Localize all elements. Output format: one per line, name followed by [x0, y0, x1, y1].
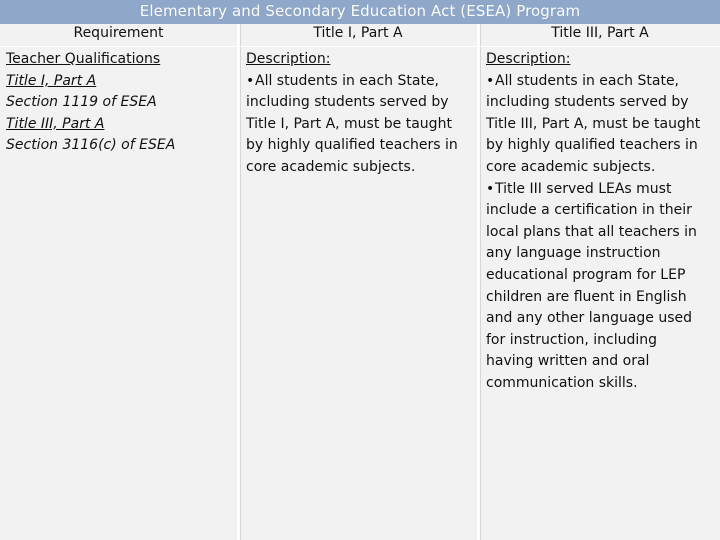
bullet-line: including students served by — [486, 94, 689, 111]
bullet-line: All students in each State, — [255, 72, 440, 89]
description-label: Description: — [486, 51, 571, 67]
citation-link[interactable]: Title III, Part A — [6, 115, 105, 132]
requirement-header: Requirement — [73, 25, 164, 41]
bullet-line: educational program for LEP — [486, 266, 686, 283]
description-label: Description: — [246, 51, 331, 67]
bullet-line: by highly qualified teachers in — [486, 137, 698, 154]
bullet-icon: • — [486, 180, 495, 197]
title1-cell — [246, 49, 472, 179]
bullet-line: having written and oral — [486, 353, 650, 370]
citation-section: Section 3116(c) of ESEA — [6, 137, 176, 154]
bullet-icon: • — [246, 72, 255, 89]
title3-cell — [486, 49, 716, 395]
bullet-line: Title I, Part A, must be taught — [246, 115, 452, 132]
title3-header: Title III, Part A — [551, 25, 649, 41]
bullet-item — [486, 71, 716, 179]
header-divider — [480, 46, 720, 47]
citation-section: Section 1119 of ESEA — [6, 94, 157, 111]
bullet-line: communication skills. — [486, 374, 638, 391]
citation-link[interactable]: Title I, Part A — [6, 72, 97, 89]
bullet-item — [486, 179, 716, 395]
requirement-topic: Teacher Qualifications — [6, 51, 161, 67]
bullet-line: and any other language used — [486, 310, 693, 327]
bullet-line: for instruction, including — [486, 331, 658, 348]
bullet-item — [246, 71, 472, 179]
bullet-line: core academic subjects. — [486, 158, 656, 175]
title1-header: Title I, Part A — [313, 25, 403, 41]
bullet-line: include a certification in their — [486, 202, 692, 219]
bullet-line: any language instruction — [486, 245, 661, 262]
header-divider — [0, 46, 237, 47]
bullet-line: core academic subjects. — [246, 158, 416, 175]
bullet-line: by highly qualified teachers in — [246, 137, 458, 154]
header-divider — [240, 46, 476, 47]
bullet-line: including students served by — [246, 94, 449, 111]
bullet-line: Title III, Part A, must be taught — [486, 115, 701, 132]
bullet-line: Title III served LEAs must — [495, 180, 672, 197]
bullet-icon: • — [486, 72, 495, 89]
requirement-cell — [6, 49, 234, 157]
bullet-line: All students in each State, — [495, 72, 680, 89]
page-title: Elementary and Secondary Education Act (ESEA) Program — [139, 2, 581, 20]
bullet-line: children are fluent in English — [486, 288, 687, 305]
bullet-line: local plans that all teachers in — [486, 223, 697, 240]
